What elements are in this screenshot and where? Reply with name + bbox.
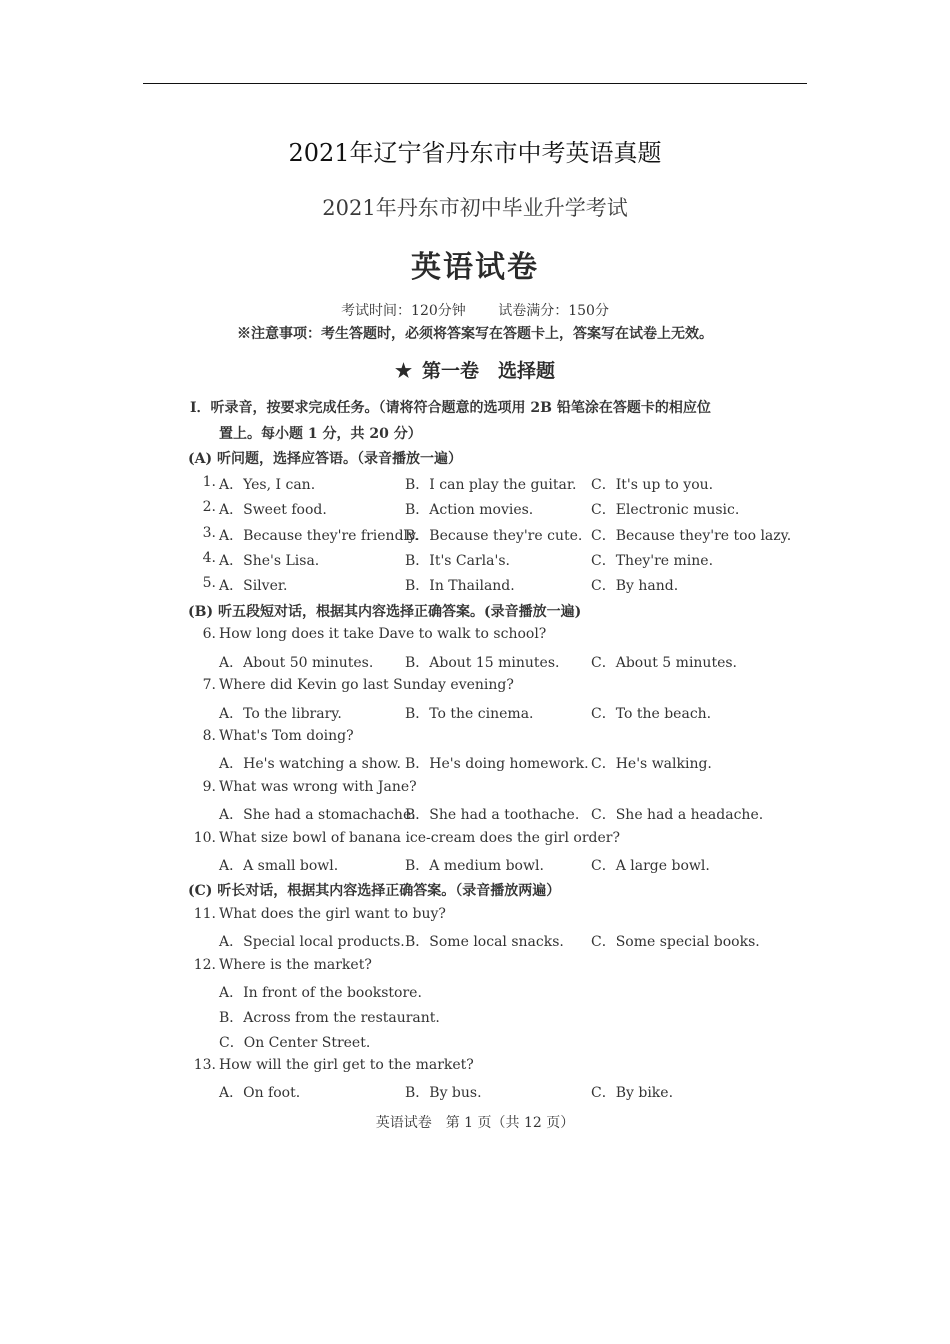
header-rule <box>143 83 807 84</box>
question-number: 4. <box>202 550 216 566</box>
question-text: Where is the market? <box>219 957 372 973</box>
option-b: B．To the cinema. <box>405 706 534 722</box>
question-number: 7. <box>202 677 216 693</box>
question-number: 6. <box>202 626 216 642</box>
option-b: B．She had a toothache. <box>405 807 580 823</box>
option-a: A．He's watching a show. <box>219 756 402 772</box>
option-b: B．Because they're cute. <box>405 528 583 544</box>
part-b-heading: (B) 听五段短对话，根据其内容选择正确答案。(录音播放一遍) <box>188 604 582 620</box>
option-c: C．She had a headache. <box>591 807 764 823</box>
option-a: A．About 50 minutes. <box>219 655 374 671</box>
question-number: 9. <box>202 779 216 795</box>
question-number: 13. <box>193 1057 216 1073</box>
option-b: B．Across from the restaurant. <box>219 1010 440 1026</box>
question-text: What does the girl want to buy? <box>219 906 446 922</box>
option-b: B．Some local snacks. <box>405 934 564 950</box>
part-a-heading: (A) 听问题，选择应答语。（录音播放一遍） <box>188 451 462 467</box>
document-title: 2021年辽宁省丹东市中考英语真题 <box>288 139 662 167</box>
option-b: B．I can play the guitar. <box>405 477 577 493</box>
exam-name: 2021年丹东市初中毕业升学考试 <box>322 196 628 220</box>
option-a: A．Because they're friendly. <box>219 528 419 544</box>
question-number: 5. <box>202 575 216 591</box>
option-c: C．To the beach. <box>591 706 712 722</box>
option-b: B．He's doing homework. <box>405 756 589 772</box>
page-footer: 英语试卷 第 1 页（共 12 页） <box>375 1115 575 1131</box>
question-number: 10. <box>193 830 216 846</box>
question-text: What's Tom doing? <box>219 728 354 744</box>
option-a: A．She had a stomachache. <box>219 807 416 823</box>
option-c: C．It's up to you. <box>591 477 714 493</box>
option-a: A．To the library. <box>219 706 342 722</box>
option-a: A．Silver. <box>219 578 288 594</box>
option-b: B．In Thailand. <box>405 578 515 594</box>
option-c: C．He's walking. <box>591 756 712 772</box>
option-b: B．About 15 minutes. <box>405 655 560 671</box>
option-c: C．About 5 minutes. <box>591 655 737 671</box>
question-text: What size bowl of banana ice-cream does the girl order? <box>219 830 620 846</box>
star-icon: ★ <box>394 360 413 382</box>
part-c-heading: (C) 听长对话，根据其内容选择正确答案。（录音播放两遍） <box>188 883 561 899</box>
question-number: 8. <box>202 728 216 744</box>
question-text: What was wrong with Jane? <box>219 779 417 795</box>
option-a: A．She's Lisa. <box>219 553 320 569</box>
question-text: Where did Kevin go last Sunday evening? <box>219 677 514 693</box>
exam-notice: ※注意事项：考生答题时，必须将答案写在答题卡上，答案写在试卷上无效。 <box>237 326 713 342</box>
question-number: 2. <box>202 499 216 515</box>
question-number: 11. <box>193 906 216 922</box>
option-c: C．They're mine. <box>591 553 714 569</box>
option-c: C．Electronic music. <box>591 502 740 518</box>
option-a: A．In front of the bookstore. <box>219 985 422 1001</box>
option-a: A．Special local products. <box>219 934 405 950</box>
option-c: C．A large bowl. <box>591 858 710 874</box>
option-a: A．A small bowl. <box>219 858 339 874</box>
question-text: How will the girl get to the market? <box>219 1057 474 1073</box>
option-c: C．Some special books. <box>591 934 760 950</box>
option-c: C．By bike. <box>591 1085 674 1101</box>
option-c: C．On Center Street. <box>219 1035 371 1051</box>
question-number: 12. <box>193 957 216 973</box>
volume-heading <box>0 356 950 383</box>
question-number: 1. <box>202 474 216 490</box>
option-b: B．It's Carla's. <box>405 553 510 569</box>
option-a: A．Yes, I can. <box>219 477 316 493</box>
question-text: How long does it take Dave to walk to school? <box>219 626 547 642</box>
option-b: B．Action movies. <box>405 502 534 518</box>
exam-meta <box>0 300 950 320</box>
volume-label: 第一卷 选择题 <box>422 360 556 382</box>
exam-time: 考试时间：120分钟 <box>341 303 466 319</box>
question-number: 3. <box>202 525 216 541</box>
option-b: B．A medium bowl. <box>405 858 544 874</box>
exam-score: 试卷满分：150分 <box>498 303 609 319</box>
option-a: A．Sweet food. <box>219 502 327 518</box>
section-instruction-line-1: Ⅰ．听录音，按要求完成任务。（请将符合题意的选项用 2B 铅笔涂在答题卡的相应位 <box>190 400 711 416</box>
paper-name: 英语试卷 <box>411 250 539 285</box>
option-c: C．Because they're too lazy. <box>591 528 792 544</box>
option-c: C．By hand. <box>591 578 679 594</box>
option-a: A．On foot. <box>219 1085 301 1101</box>
section-instruction-line-2: 置上。每小题 1 分，共 20 分） <box>219 426 422 442</box>
option-b: B．By bus. <box>405 1085 482 1101</box>
